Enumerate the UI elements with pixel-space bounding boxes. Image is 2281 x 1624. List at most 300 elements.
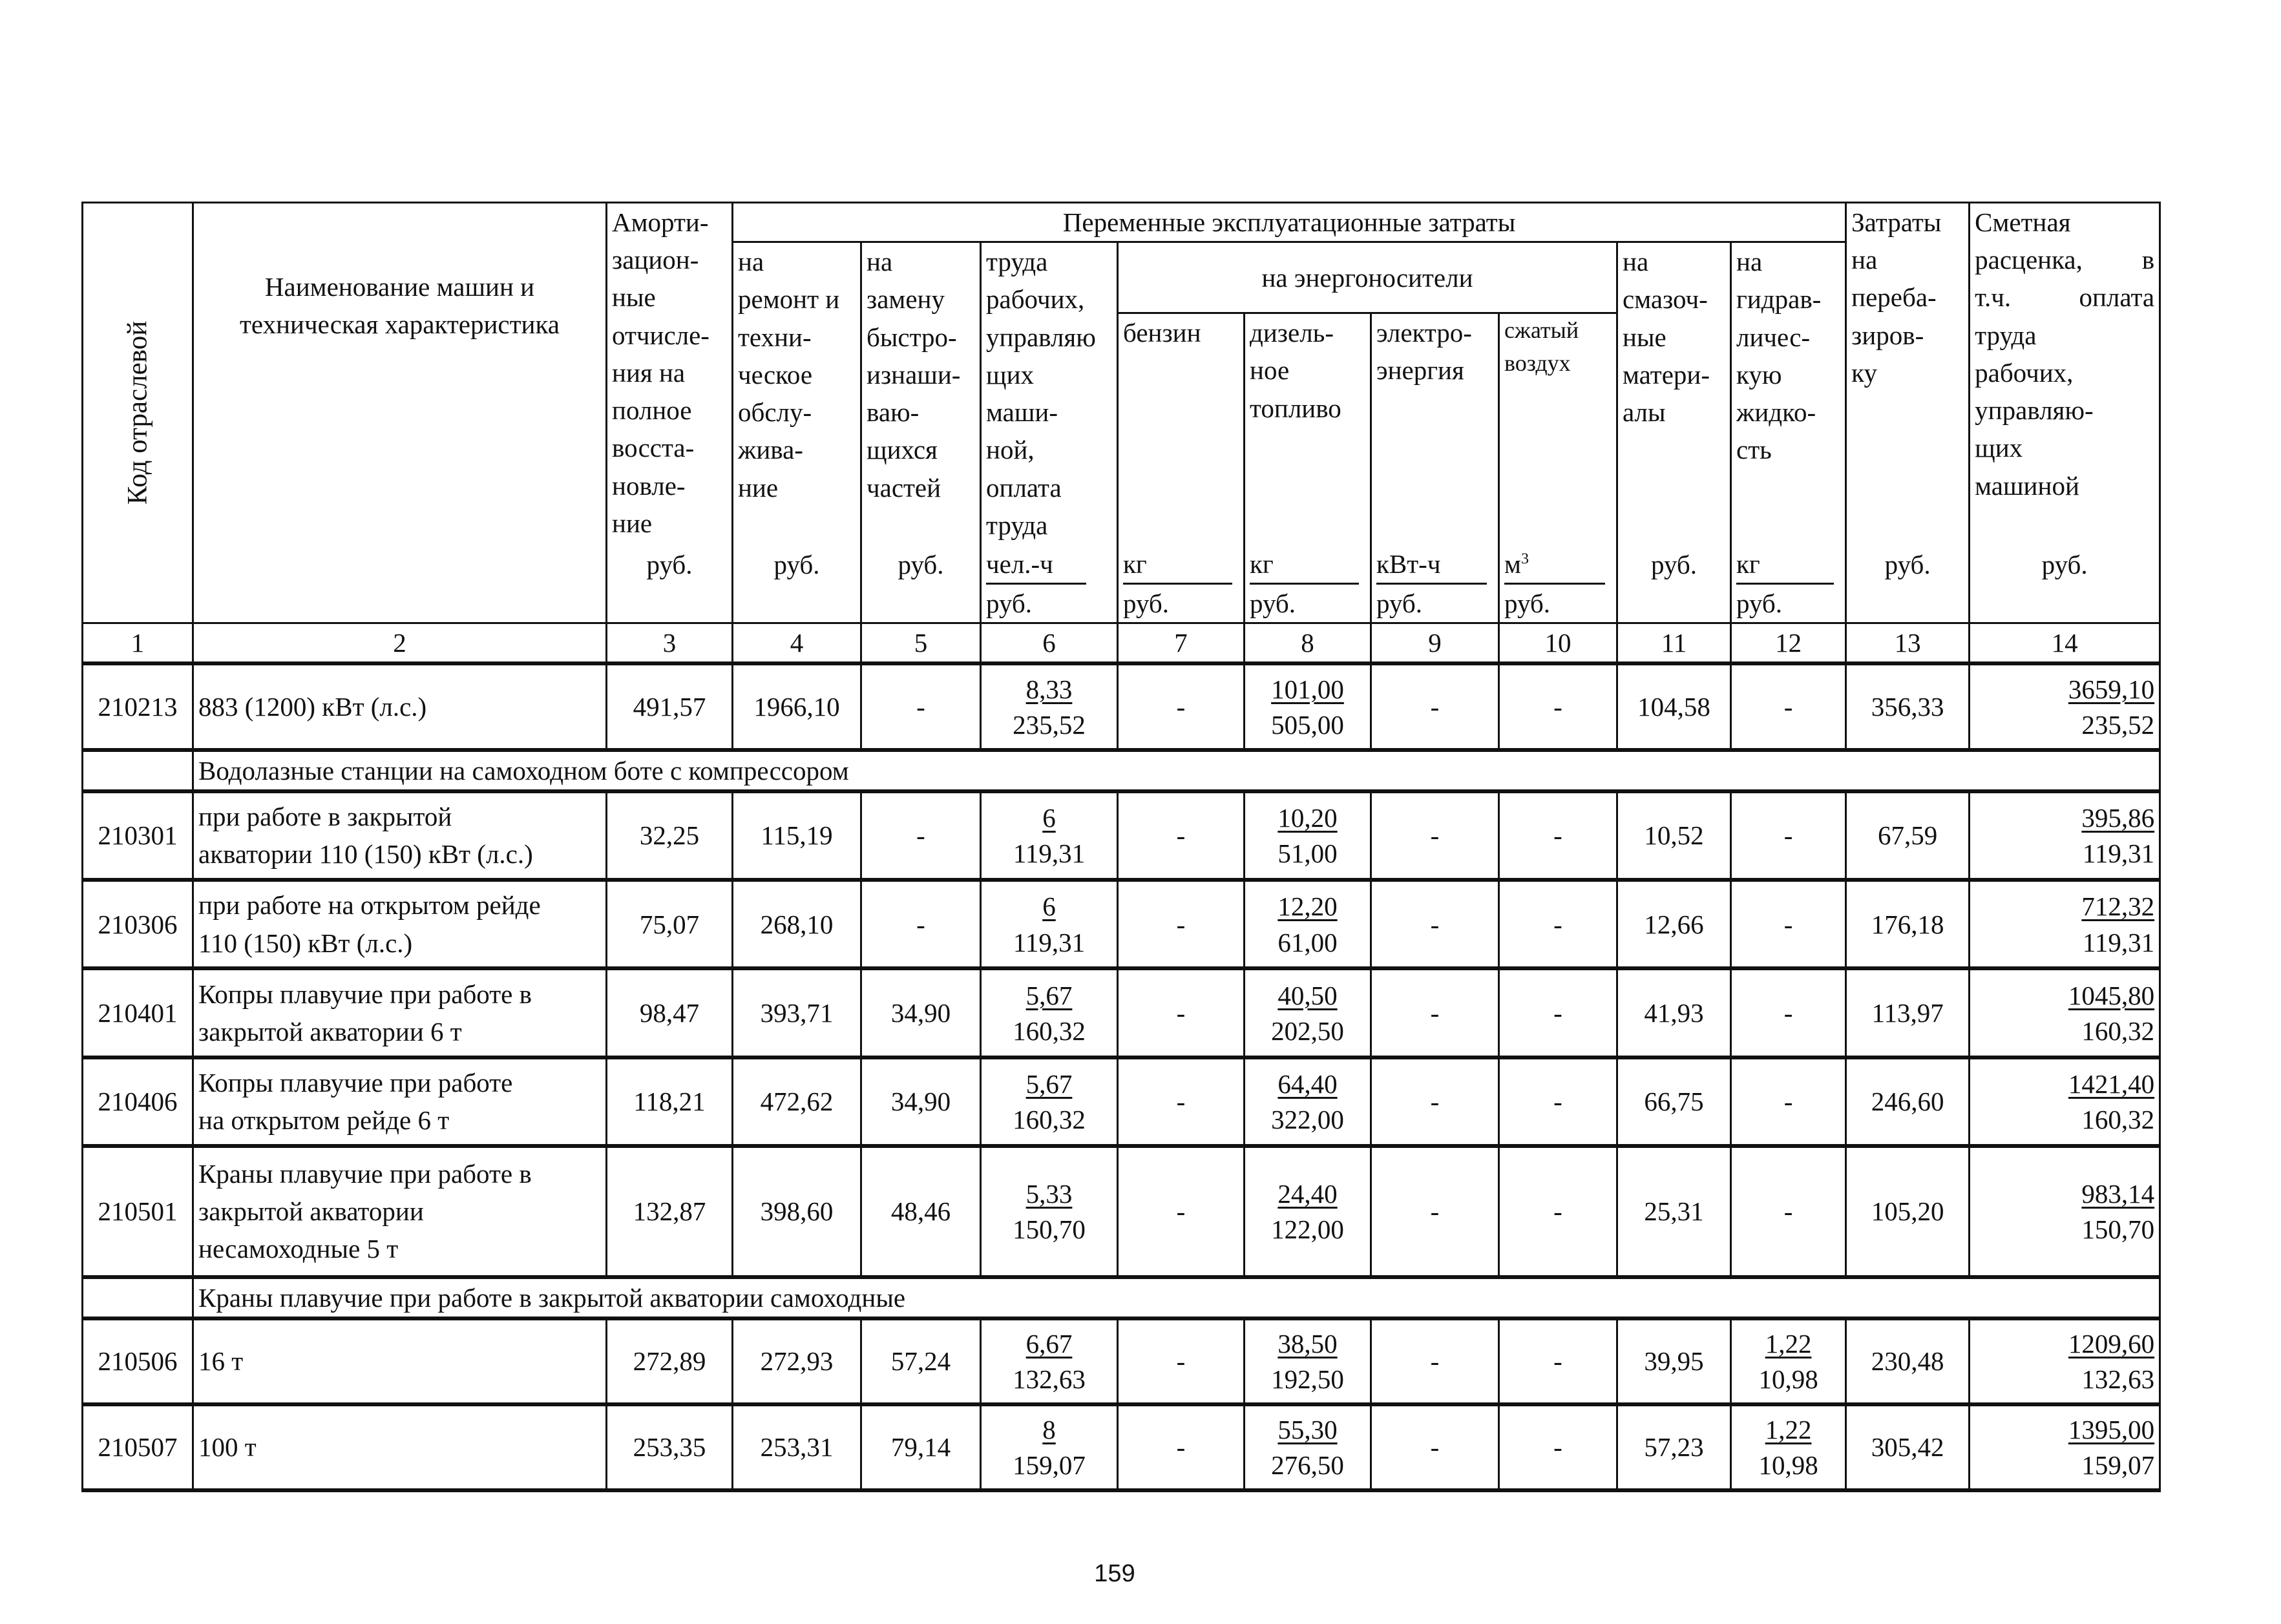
row-rate-frac-numerator: 1045,80 (2068, 980, 2155, 1010)
row-hydro (1731, 1404, 1846, 1490)
header-labor-label (986, 243, 1112, 544)
header-hydro-label-line: сть (1736, 435, 1772, 465)
row-rate-frac-denominator: 119,31 (2082, 838, 2155, 869)
row-name-line: Краны плавучие при работе в (198, 1158, 532, 1189)
row-air: - (1499, 1404, 1617, 1490)
row-labor (981, 791, 1118, 880)
row-rate-frac-numerator: 712,32 (2081, 891, 2155, 922)
header-electro (1371, 313, 1499, 623)
header-labor (981, 242, 1118, 623)
header-replace-label (867, 243, 975, 506)
row-name-line: акватории 110 (150) кВт (л.с.) (198, 839, 533, 869)
header-rate (1970, 203, 2160, 623)
header-diesel-unit (1250, 545, 1365, 622)
row-name-line: Копры плавучие при работе в (198, 979, 532, 1009)
row-code: 210306 (83, 880, 193, 968)
header-diesel-label-line: дизель- (1250, 318, 1334, 348)
amortization-label-line: полное (612, 395, 692, 426)
header-labor-label-line: труда (986, 247, 1048, 277)
header-lube-label-line: на (1623, 247, 1649, 277)
header-replace (861, 242, 981, 623)
header-code-text: Код отраслевой (122, 320, 153, 505)
row-labor-frac-denominator: 150,70 (1013, 1214, 1086, 1245)
row-rate (1970, 1404, 2160, 1490)
header-rate-label-line: рабочих, (1975, 357, 2074, 388)
header-gasoline-label (1123, 314, 1239, 351)
row-rate-frac (2081, 889, 2154, 961)
row-labor-frac (1013, 978, 1086, 1050)
column-number: 12 (1731, 623, 1846, 664)
column-number: 2 (193, 623, 607, 664)
row-lube: 66,75 (1617, 1057, 1731, 1146)
row-labor-frac-denominator: 159,07 (1013, 1450, 1086, 1481)
column-number: 3 (607, 623, 733, 664)
table-row (83, 1146, 2160, 1277)
header-diesel-label-line: топливо (1250, 393, 1341, 423)
row-name-line: 16 т (198, 1346, 244, 1377)
header-lube (1617, 242, 1731, 623)
row-diesel-frac-numerator: 10,20 (1277, 803, 1338, 833)
header-labor-label-line: маши- (986, 397, 1058, 428)
header-repair-label-line: жива- (738, 435, 803, 465)
header-rate-label-line: расценка, в (1975, 245, 2155, 275)
header-transfer-label (1851, 203, 1964, 391)
row-name-line: несамоходные 5 т (198, 1234, 399, 1264)
header-repair-stack (738, 243, 856, 622)
row-gasoline: - (1118, 1057, 1245, 1146)
row-rate-frac-denominator: 150,70 (2081, 1214, 2155, 1245)
row-labor-frac (1013, 889, 1085, 961)
header-amortization (607, 203, 733, 623)
row-diesel-frac (1271, 672, 1344, 744)
row-transfer: 67,59 (1846, 791, 1970, 880)
header-air (1499, 313, 1617, 623)
header-diesel-stack (1250, 314, 1365, 622)
row-lube: 12,66 (1617, 880, 1731, 968)
column-number: 1 (83, 623, 193, 664)
table-row (83, 791, 2160, 880)
header-transfer-label-line: на (1851, 245, 1878, 275)
row-diesel-frac (1271, 1067, 1344, 1138)
row-hydro (1731, 663, 1846, 749)
row-name-line: при работе в закрытой (198, 802, 452, 832)
row-labor (981, 880, 1118, 968)
header-transfer-label-line: Затраты (1851, 207, 1942, 237)
row-name-line: закрытой акватории (198, 1196, 424, 1227)
row-rate-frac (2081, 800, 2154, 872)
row-diesel (1245, 791, 1371, 880)
row-diesel-frac-numerator: 12,20 (1277, 891, 1338, 922)
row-code: 210213 (83, 663, 193, 749)
header-transfer-label-line: зиров- (1851, 320, 1924, 350)
header-hydro-label-line: кую (1736, 359, 1782, 390)
row-diesel-frac (1277, 800, 1337, 872)
row-labor (981, 968, 1118, 1057)
header-rate-label-line: щих (1975, 433, 2023, 463)
header-labor-stack (986, 243, 1112, 622)
row-labor-frac-denominator: 160,32 (1013, 1015, 1086, 1046)
row-amortization: 118,21 (607, 1057, 733, 1146)
header-replace-label-line: на (867, 247, 893, 277)
row-rate (1970, 880, 2160, 968)
row-name (193, 663, 607, 749)
hydro-unit (1736, 545, 1840, 622)
row-gasoline: - (1118, 880, 1245, 968)
amortization-label-line: зацион- (612, 245, 699, 275)
row-rate-frac-denominator: 159,07 (2081, 1450, 2155, 1481)
row-hydro-frac-numerator: 1,22 (1765, 1415, 1812, 1445)
column-number: 4 (733, 623, 861, 664)
row-rate-frac-denominator: 160,32 (2081, 1015, 2155, 1046)
row-diesel-frac-numerator: 40,50 (1277, 980, 1338, 1010)
row-rate (1970, 1057, 2160, 1146)
row-diesel-frac (1271, 1176, 1344, 1248)
amortization-label-line: ные (612, 282, 656, 313)
row-name (193, 1146, 607, 1277)
header-gasoline-unit (1123, 545, 1239, 622)
row-diesel-frac (1271, 1412, 1344, 1484)
header-repair-label-line: на (738, 247, 764, 277)
row-labor-frac-denominator: 160,32 (1013, 1105, 1086, 1135)
row-labor-frac-denominator: 119,31 (1013, 927, 1086, 957)
section-row (83, 1277, 2160, 1318)
row-hydro (1731, 880, 1846, 968)
row-code: 210507 (83, 1404, 193, 1490)
row-diesel-frac-denominator: 51,00 (1277, 838, 1338, 869)
row-gasoline: - (1118, 968, 1245, 1057)
header-replace-label-line: ваю- (867, 397, 920, 428)
header-diesel-label-line: ное (1250, 355, 1290, 386)
row-code: 210401 (83, 968, 193, 1057)
row-amortization: 253,35 (607, 1404, 733, 1490)
row-name (193, 968, 607, 1057)
header-labor-label-line: ной, (986, 435, 1035, 465)
row-electro: - (1371, 1404, 1499, 1490)
row-diesel (1245, 968, 1371, 1057)
row-rate-frac-numerator: 983,14 (2081, 1178, 2155, 1209)
header-diesel-unit-den: руб. (1250, 588, 1296, 618)
row-hydro-value: - (1783, 820, 1793, 851)
header-repair-label-line: обслу- (738, 397, 812, 428)
row-hydro-value: - (1783, 997, 1793, 1028)
row-hydro-frac (1758, 1412, 1818, 1484)
header-labor-label-line: управляю (986, 322, 1096, 352)
header-row-1 (83, 203, 2160, 242)
header-replace-label-line: быстро- (867, 322, 957, 352)
row-hydro-frac (1758, 1326, 1818, 1398)
amortization-label-line: новле- (612, 470, 686, 501)
header-hydro-label (1736, 243, 1840, 468)
row-repair: 398,60 (733, 1146, 861, 1277)
row-air: - (1499, 968, 1617, 1057)
header-labor-label-line: рабочих, (986, 284, 1085, 315)
header-hydro-label-line: гидрав- (1736, 284, 1822, 315)
row-rate-frac-denominator: 132,63 (2081, 1364, 2155, 1395)
column-number: 13 (1846, 623, 1970, 664)
header-diesel-unit-num: кг (1250, 545, 1359, 585)
row-rate (1970, 663, 2160, 749)
row-repair: 253,31 (733, 1404, 861, 1490)
column-number: 10 (1499, 623, 1617, 664)
row-code: 210301 (83, 791, 193, 880)
row-rate-frac (2081, 1176, 2154, 1248)
row-rate-frac-denominator: 235,52 (2081, 709, 2155, 740)
row-hydro-value: - (1783, 909, 1793, 939)
row-diesel (1245, 1404, 1371, 1490)
row-amortization: 32,25 (607, 791, 733, 880)
column-number: 5 (861, 623, 981, 664)
table-row (83, 880, 2160, 968)
row-gasoline: - (1118, 1404, 1245, 1490)
row-rate-frac (2068, 1067, 2154, 1138)
row-rate-frac-numerator: 1421,40 (2068, 1068, 2155, 1099)
header-electro-unit-den: руб. (1376, 588, 1423, 618)
amortization-unit: руб. (646, 550, 693, 579)
row-transfer: 113,97 (1846, 968, 1970, 1057)
row-diesel-frac-denominator: 61,00 (1277, 927, 1338, 957)
row-transfer: 230,48 (1846, 1318, 1970, 1404)
row-air: - (1499, 663, 1617, 749)
document-sheet (81, 202, 2159, 1492)
header-lube-stack (1623, 243, 1725, 622)
row-transfer: 105,20 (1846, 1146, 1970, 1277)
row-rate-frac (2068, 978, 2154, 1050)
row-rate-frac (2068, 1326, 2154, 1398)
row-transfer: 246,60 (1846, 1057, 1970, 1146)
row-diesel (1245, 663, 1371, 749)
row-name-line: 110 (150) кВт (л.с.) (198, 928, 413, 958)
row-labor-frac (1013, 672, 1086, 744)
row-hydro-frac-numerator: 1,22 (1765, 1328, 1812, 1359)
labor-unit (986, 545, 1112, 622)
row-air: - (1499, 1146, 1617, 1277)
row-amortization: 98,47 (607, 968, 733, 1057)
amortization-label-line: восста- (612, 433, 695, 463)
header-transfer-label-line: ку (1851, 357, 1877, 388)
header-hydro-label-line: на (1736, 247, 1763, 277)
row-lube: 57,23 (1617, 1404, 1731, 1490)
row-replace: - (861, 791, 981, 880)
row-electro: - (1371, 968, 1499, 1057)
row-hydro-frac-denominator: 10,98 (1758, 1450, 1818, 1481)
header-replace-label-line: замену (867, 284, 945, 315)
header-rate-label-line: управляю- (1975, 395, 2094, 426)
row-diesel (1245, 1057, 1371, 1146)
row-rate-frac-numerator: 1209,60 (2068, 1328, 2155, 1359)
repair-unit: руб. (773, 550, 820, 579)
row-replace: - (861, 880, 981, 968)
amortization-label-line: ние (612, 508, 653, 538)
header-gasoline-unit-den: руб. (1123, 588, 1170, 618)
row-gasoline: - (1118, 791, 1245, 880)
row-lube: 25,31 (1617, 1146, 1731, 1277)
header-electro-unit-num: кВт-ч (1376, 545, 1487, 585)
page-number: 159 (1094, 1560, 1135, 1587)
column-number: 9 (1371, 623, 1499, 664)
header-lube-label-line: матери- (1623, 359, 1710, 390)
header-replace-label-line: частей (867, 472, 941, 503)
header-air-label-line: воздух (1504, 350, 1571, 377)
header-name-text: Наименование машин и техническая характеристика (240, 272, 560, 340)
row-replace: 57,24 (861, 1318, 981, 1404)
header-energy: на энергоносители (1118, 242, 1617, 313)
header-air-label-line: сжатый (1504, 317, 1579, 344)
row-replace: 34,90 (861, 1057, 981, 1146)
header-diesel-label (1250, 314, 1365, 427)
header-air-stack (1504, 314, 1612, 622)
row-diesel (1245, 1146, 1371, 1277)
row-electro: - (1371, 1057, 1499, 1146)
row-labor-frac-denominator: 235,52 (1013, 709, 1086, 740)
row-gasoline: - (1118, 1318, 1245, 1404)
row-rate (1970, 1146, 2160, 1277)
row-hydro (1731, 1318, 1846, 1404)
row-air: - (1499, 791, 1617, 880)
amortization-label-line: Аморти- (612, 207, 709, 237)
row-rate-frac (2068, 672, 2154, 744)
lube-unit: руб. (1650, 550, 1698, 579)
row-diesel (1245, 1318, 1371, 1404)
row-diesel-frac (1277, 889, 1337, 961)
row-amortization: 132,87 (607, 1146, 733, 1277)
row-replace: 48,46 (861, 1146, 981, 1277)
table-row (83, 1404, 2160, 1490)
header-diesel (1245, 313, 1371, 623)
row-name-line: 100 т (198, 1432, 257, 1463)
header-gasoline-unit-num: кг (1123, 545, 1232, 585)
row-repair: 1966,10 (733, 663, 861, 749)
header-rate-stack (1975, 203, 2154, 622)
header-labor-label-line: оплата (986, 472, 1062, 503)
header-code (83, 203, 193, 623)
row-diesel-frac-numerator: 64,40 (1277, 1068, 1338, 1099)
header-name (193, 203, 607, 623)
row-labor (981, 663, 1118, 749)
row-diesel-frac-numerator: 24,40 (1277, 1178, 1338, 1209)
amortization-label-line: ния на (612, 357, 686, 388)
row-electro: - (1371, 880, 1499, 968)
row-air: - (1499, 880, 1617, 968)
row-repair: 115,19 (733, 791, 861, 880)
row-hydro (1731, 1057, 1846, 1146)
row-lube: 104,58 (1617, 663, 1731, 749)
header-rate-label-line: т.ч. оплата (1975, 282, 2155, 313)
header-gasoline (1118, 313, 1245, 623)
row-name (193, 791, 607, 880)
table-row (83, 968, 2160, 1057)
header-air-unit-num: $м^3$ (1504, 545, 1605, 585)
amortization-stack (612, 203, 727, 622)
row-transfer: 305,42 (1846, 1404, 1970, 1490)
row-labor-frac-denominator: 132,63 (1013, 1364, 1086, 1395)
header-transfer-label-line: переба- (1851, 282, 1937, 313)
table-row (83, 1057, 2160, 1146)
row-rate (1970, 791, 2160, 880)
row-lube: 41,93 (1617, 968, 1731, 1057)
row-diesel-frac-denominator: 122,00 (1271, 1214, 1344, 1245)
row-labor-frac-numerator: 6,67 (1025, 1328, 1073, 1359)
row-hydro (1731, 791, 1846, 880)
header-repair (733, 242, 861, 623)
row-labor-frac (1013, 1326, 1086, 1398)
row-rate (1970, 968, 2160, 1057)
header-electro-label (1376, 314, 1493, 389)
row-gasoline: - (1118, 1146, 1245, 1277)
amortization-label (612, 203, 727, 542)
section-title: Краны плавучие при работе в закрытой акватории самоходные (193, 1277, 2160, 1318)
row-diesel-frac-denominator: 505,00 (1271, 709, 1344, 740)
row-replace: - (861, 663, 981, 749)
header-labor-label-line: труда (986, 510, 1048, 540)
row-labor-frac (1013, 1176, 1086, 1248)
header-hydro-label-line: жидко- (1736, 397, 1816, 428)
header-electro-label-line: энергия (1376, 355, 1464, 386)
row-amortization: 75,07 (607, 880, 733, 968)
table-row (83, 663, 2160, 749)
row-name-line: закрытой акватории 6 т (198, 1016, 462, 1046)
header-lube-label-line: ные (1623, 322, 1666, 352)
header-rate-unit: руб. (2041, 550, 2088, 579)
row-rate-frac-numerator: 1395,00 (2068, 1415, 2155, 1445)
row-air: - (1499, 1318, 1617, 1404)
header-electro-unit (1376, 545, 1493, 622)
section-code (83, 750, 193, 791)
header-electro-stack (1376, 314, 1493, 622)
row-labor (981, 1146, 1118, 1277)
column-number: 7 (1118, 623, 1245, 664)
row-labor-frac-numerator: 5,33 (1025, 1178, 1073, 1209)
row-diesel-frac-denominator: 202,50 (1271, 1015, 1344, 1046)
row-diesel-frac-numerator: 55,30 (1277, 1415, 1338, 1445)
header-air-unit-den: руб. (1504, 588, 1551, 618)
header-rate-label-line: Сметная (1975, 207, 2071, 237)
row-name-line: Копры плавучие при работе (198, 1068, 513, 1098)
column-number: 11 (1617, 623, 1731, 664)
header-repair-label-line: ремонт и (738, 284, 840, 315)
header-rate-label-line: машиной (1975, 470, 2079, 501)
header-rate-label-line: труда (1975, 320, 2037, 350)
header-hydro (1731, 242, 1846, 623)
row-name (193, 1404, 607, 1490)
row-diesel-frac-denominator: 192,50 (1271, 1364, 1344, 1395)
header-air-label (1504, 314, 1612, 380)
row-labor-frac-denominator: 119,31 (1013, 838, 1086, 869)
header-hydro-label-line: личес- (1736, 322, 1811, 352)
section-title: Водолазные станции на самоходном боте с компрессором (193, 750, 2160, 791)
row-diesel-frac-denominator: 276,50 (1271, 1450, 1344, 1481)
header-repair-label (738, 243, 856, 506)
header-transfer (1846, 203, 1970, 623)
row-name (193, 1057, 607, 1146)
row-replace: 79,14 (861, 1404, 981, 1490)
header-replace-label-line: изнаши- (867, 359, 961, 390)
row-name (193, 880, 607, 968)
row-name-line: 883 (1200) кВт (л.с.) (198, 691, 427, 722)
row-labor-frac-numerator: 5,67 (1025, 980, 1073, 1010)
header-variable-costs: Переменные эксплуатационные затраты (733, 203, 1846, 242)
header-transfer-unit: руб. (1884, 550, 1931, 579)
row-diesel-frac-numerator: 101,00 (1271, 674, 1344, 704)
header-repair-label-line: техни- (738, 322, 812, 352)
row-diesel (1245, 880, 1371, 968)
row-labor (981, 1404, 1118, 1490)
header-electro-label-line: электро- (1376, 318, 1472, 348)
row-electro: - (1371, 791, 1499, 880)
labor-unit-num: чел.-ч (986, 545, 1086, 585)
row-replace: 34,90 (861, 968, 981, 1057)
row-diesel-frac (1271, 1326, 1344, 1398)
row-air: - (1499, 1057, 1617, 1146)
